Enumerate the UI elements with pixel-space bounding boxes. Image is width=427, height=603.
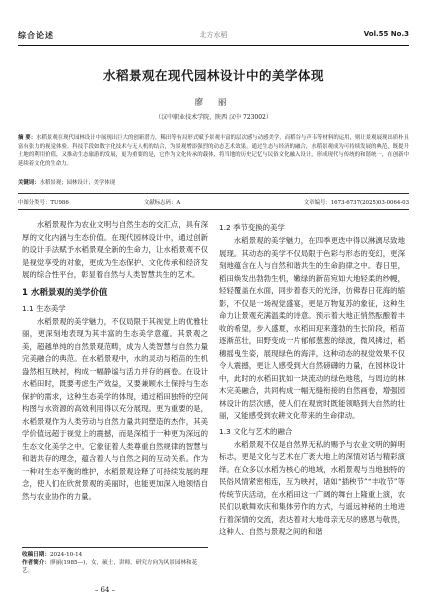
keywords-text: 水稻景观；园林设计；美学体现 <box>39 180 116 186</box>
paragraph-1-1: 水稻景观的美学魅力，不仅局限于其视觉上的优雅壮丽，更深刻地表现为其丰富的生态美学意蕴。其景观之美，超越单纯的自然景观范畴，成为人类智慧与自然力量完美融合的典范。在水稻景观中，水的灵动与稻苗的生机盎然相互映衬，构成一幅静谧与活力并存的画卷。在设计水稻田时，既要考虑生产效益，又要兼顾水土保持与生态保护的需求，这种生态美学的体现，通过稻田独特的空间构图与水资源的高效利用得以充分展现。更为重要的是，水稻景观作为人类劳动与自然力量共同塑造的杰作，其美学价值远超于视觉上的震撼，而是深植于一种更为深远的生态文化美学之中。它象征着人类尊重自然规律的智慧与和谐共存的理念，蕴含着人与自然之间的互动关系。作为一种对生态平衡的维护，水稻景观诠释了可持续发展的理念，使人们在欣赏景观的美丽时，也能更加深入地领悟自然与农业协作的力量。 <box>22 316 208 501</box>
article-number: 文章编号：1673-6737(2025)03-0064-03 <box>303 200 409 206</box>
meta-top-rule <box>18 193 409 194</box>
paragraph-1-3: 水稻景观不仅是自然界无私的赐予与农业文明的鲜明标志，更是文化与艺术在广袤大地上的深情对话与精彩演绎。在众多以水稻为核心的地域，水稻景观与当地独特的民俗风情紧密相连，互为映衬，诸如“插秧节”“丰收节”等传统节庆活动，在水稻田这一广阔的舞台上隆重上演，农民们以歌舞欢庆和集体劳作的方式，与遥远神秘的土地进行着深情的交流，表达着对大地母亲无尽的感恩与敬畏，这种人、自然与景观之间的和谐 <box>219 439 405 536</box>
subsection-heading-1-3: 1.3 文化与艺术的融合 <box>219 426 293 436</box>
bio-label: 作者简介： <box>22 560 50 566</box>
body-column-left <box>22 219 208 503</box>
page-number: – 64 – <box>94 586 116 594</box>
subsection-heading-1-1: 1.1 生态美学 <box>22 303 66 313</box>
author-affiliation: （汉中职业技术学院，陕西 汉中 723002） <box>155 114 272 121</box>
abstract-label: 摘 要： <box>18 135 37 141</box>
abstract-text: 水稻景观在现代园林设计中展现出巨大的创新潜力，稀田等有局形式赋予景观丰富的层次感与动感美学，而稻谷与声韦等材料的运用，则让景观展现出质朴且富有张力的视觉体验。科技手段如数字化技术与无人机的结合，为景观增添强烈的动态艺术效果。通过生态与经济的融合，水稻景观成为可持续发展的典范，既提升土地的利用价值，又推动生态旅游的发展，更为重要的是，它作为文化传承的载体，将当地的历史记忆与民俗文化融入设计，形成现代与传统的和谐统一，在创新中延续着文化的生命力。 <box>18 135 409 167</box>
footnote <box>22 547 208 575</box>
volume-label: Vol.55 No.3 <box>363 30 409 38</box>
section-heading-1: 1 水稻景观的美学价值 <box>22 287 108 298</box>
classification-line <box>18 198 409 207</box>
body-column-right <box>219 219 405 539</box>
section-label: 综合论述 <box>18 31 54 40</box>
running-header <box>18 30 409 43</box>
journal-watermark: 北方水稻 <box>199 31 228 39</box>
received-label: 收稿日期： <box>22 552 50 558</box>
document-code: 文献标志码：A <box>144 200 181 206</box>
received-date <box>22 551 208 559</box>
abstract <box>18 134 409 168</box>
keywords <box>18 178 409 186</box>
received-value: 2024-10-14 <box>49 552 83 558</box>
clc-number: 中图分类号：TU986 <box>18 200 69 206</box>
author-name: 廖 丽 <box>194 98 233 108</box>
article-title: 水稻景观在现代园林设计中的美学体现 <box>102 68 324 83</box>
author-bio <box>22 559 208 575</box>
keywords-label: 关键词： <box>18 180 40 186</box>
intro-paragraph: 水稻景观作为农业文明与自然生态的交汇点，具有深厚的文化内涵与生态价值。在现代园林设计中，通过创新的设计手法赋予水稻景观全新的生命力，让水稻景观不仅是视觉享受的对象，更成为生态保护、文化传承和经济发展的综合性平台，彰显着自然与人类智慧共生的艺术。 <box>22 220 208 279</box>
bio-text: 廖丽(1985—)，女，硕士，讲师，研究方向为风景园林和花艺。 <box>22 560 198 574</box>
paragraph-1-2: 水稻景观的美学魅力，在四季更迭中得以淋漓尽致地展现。其动态的美学不仅局限于色彩与形态的变幻，更深刻地蕴含在人与自然和谐共生的生命韵律之中。春日里，稻田焕发出勃勃生机，嫩绿的新苗宛如大地轻柔的纱幔，轻轻覆盖在水面，同步着春天的光泽，仿佛春日花海的缩影，不仅是一场视觉盛宴，更是万物复苏的象征，这种生命力让景观充满温柔的诗意。预示着大地正悄然酝酿着丰收的希望，步入盛夏，水稻田迎来蓬勃的生长阶段，稻苗逐渐茁壮，田野变成一片郁郁葱葱的绿波，微风拂过，稻穗摇曳生姿，展现绿色的海洋，这种动态的视觉效果不仅令人震撼，更让人感受到大自然磅礴的力量，在园林设计中，此时的水稻田犹如一块流动的绿色地毯，与周边的林木完美融合，共同构成一幅无缝衔接的自然画卷，增强园林设计的层次感，使人们在观赏时既能领略到大自然的壮丽，又能感受到农耕文化带来的生命律动。 <box>219 236 405 420</box>
header-rule <box>18 45 409 46</box>
meta-bottom-rule <box>18 209 409 210</box>
subsection-heading-1-2: 1.2 季节变换的美学 <box>219 223 285 232</box>
